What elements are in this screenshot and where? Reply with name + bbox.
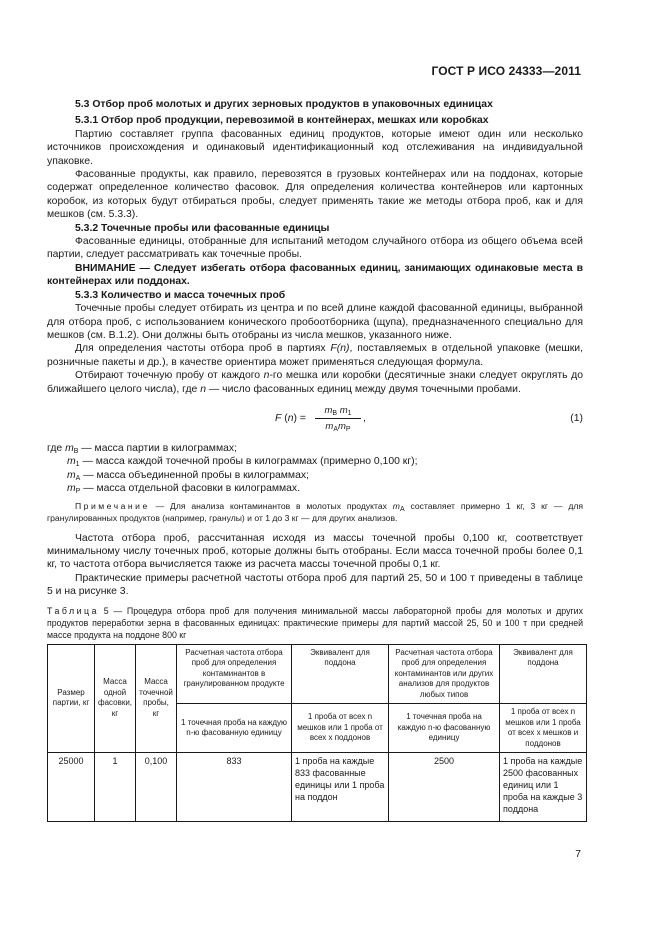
p6-n2: n: [200, 383, 207, 395]
table-caption-text: [47, 605, 583, 641]
legend-item: [47, 469, 583, 482]
table-row: [48, 753, 587, 822]
cell-frequency-2: 2500: [389, 753, 500, 822]
formula-fraction: [315, 404, 361, 434]
p6-part-a: Отбирают точечную пробу от каждого: [75, 370, 264, 382]
legend-where: где: [47, 442, 63, 454]
paragraph-packaged-transport: Фасованные продукты, как правило, перевозятся в грузовых контейнерах или на поддонах, которые содержат определенное количество фасовок. Для определения количества контейнеров или картонных коробок, из которых будут отбираться пробы, следует применять такие же методы отбора проб, как и для мешков (см. 5.3.3).: [47, 169, 583, 221]
note-text: [47, 500, 583, 524]
note-symbol: m: [392, 500, 400, 511]
p5-part-c: , поставляемых в отдельной упаковке (мешки, розничные пакеты и др.), в качестве ориентира может применяться следующая формула.: [47, 343, 583, 368]
paragraph-frequency-minimum: Частота отбора проб, рассчитанная исходя из массы точечной пробы 0,100 кг, соответствует минимальному числу точечных проб, которые должны быть отобраны. Если масса точечной пробы более 0,1 кг, то частота отбора вычисляется также из расчета массы точечной пробы 0,1 кг.: [47, 532, 583, 571]
formula-number: (1): [570, 412, 583, 424]
paragraph-lot-definition: Партию составляет группа фасованных единиц продуктов, которые имеют один или несколько источников происхождения и одинаковый идентификационный код отслеживания на индивидуальной упаковке.: [47, 128, 583, 167]
formula-denominator: $m_Am_P$: [325, 421, 351, 434]
legend-symbol: m: [67, 483, 76, 495]
legend-symbol: m: [67, 456, 76, 468]
subheader-equivalent-2: 1 проба от всех n мешков или 1 проба от всех x мешков и поддонов: [500, 704, 587, 753]
header-frequency-granulated: Расчетная частота отбора проб для определения контаминантов в гранулированном продукте: [177, 644, 292, 704]
header-lot-size: Размер партии, кг: [48, 644, 95, 753]
table-header-row: [48, 644, 587, 704]
paragraph-incremental-samples: Фасованные единицы, отобранные для испытаний методом случайного отбора из общего объема всей партии, следует рассматривать как точечные пробы.: [47, 236, 583, 261]
note-label: Примечание: [75, 500, 150, 511]
subheader-frequency-2: 1 точечная проба на каждую n-ю фасованную единицу: [389, 704, 500, 753]
subheader-equivalent-1: 1 проба от всех n мешков или 1 проба от всех x поддонов: [292, 704, 389, 753]
formula-lhs: F (n) =: [275, 412, 306, 424]
table-5: [47, 644, 587, 823]
legend-symbol: m: [65, 442, 74, 454]
formula-comma: ,: [363, 412, 366, 424]
legend-text: — масса каждой точечной пробы в килограммах (примерно 0,100 кг);: [79, 456, 418, 468]
legend-text: — масса объединенной пробы в килограммах;: [80, 469, 309, 481]
cell-equivalent-2: 1 проба на каждые 2500 фасованных единиц или 1 проба на каждые 3 поддона: [500, 753, 587, 822]
section-5-3-2-title: 5.3.2 Точечные пробы или фасованные единицы: [75, 222, 330, 234]
formula-legend: [47, 442, 583, 496]
note-block: [47, 500, 583, 524]
paragraph-nth-bag: [47, 369, 583, 396]
header-increment-mass: Масса точечной пробы, кг: [136, 644, 177, 753]
header-pallet-equivalent-1: Эквивалент для поддона: [292, 644, 389, 704]
paragraph-frequency-formula-intro: [47, 342, 583, 369]
cell-increment: 0,100: [136, 753, 177, 822]
p6-n1: n: [263, 370, 270, 382]
section-5-3-title: 5.3 Отбор проб молотых и других зерновых продуктов в упаковочных единицах: [75, 99, 493, 110]
cell-pack: 1: [95, 753, 136, 822]
legend-item: [47, 455, 583, 468]
subheader-frequency-1: 1 точечная проба на каждую n-ю фасованную единицу: [177, 704, 292, 753]
p6-part-c: -го мешка или коробки (десятичные знаки следует округлять до ближайшего целого числа), где: [47, 370, 583, 395]
note-part-a: — Для анализа контаминантов в молотых продуктах: [149, 500, 393, 511]
note-part-b: составляет примерно 1 кг, 3 кг — для гранулированных продуктов (например, гранулы) и от 1 до 3 кг — для других анализов.: [47, 500, 583, 523]
legend-subscript: P: [75, 488, 81, 496]
legend-subscript: A: [75, 474, 81, 482]
note-subscript: A: [399, 505, 405, 513]
table-caption: [47, 605, 583, 641]
header-pallet-equivalent-2: Эквивалент для поддона: [500, 644, 587, 704]
formula-1: [47, 404, 583, 436]
legend-text: — масса отдельной фасовки в килограммах.: [80, 483, 301, 495]
legend-item: [47, 442, 583, 455]
page-number: 7: [575, 849, 581, 860]
legend-subscript: B: [73, 447, 79, 455]
table-caption-body: 5 — Процедура отбора проб для получения минимальной массы лабораторной пробы для молотых и других продуктов переработки зерна в фасованных единицах: практические примеры для партий массой 25, 50 и 100 т при средней массе продукта на поддоне 800 кг: [47, 605, 583, 640]
page-content: [47, 98, 583, 822]
header-frequency-any: Расчетная частота отбора проб для определения контаминантов или других анализов для продуктов любых типов: [389, 644, 500, 704]
cell-lot: 25000: [48, 753, 95, 822]
legend-symbol: m: [67, 469, 76, 481]
formula-numerator: $m_B$ $m_1$: [315, 404, 361, 419]
legend-text: — масса партии в килограммах;: [78, 442, 237, 454]
section-5-3-1-title: 5.3.1 Отбор проб продукции, перевозимой в контейнерах, мешках или коробках: [75, 115, 489, 127]
legend-subscript: 1: [75, 461, 80, 469]
p5-fn: F(n): [330, 343, 350, 355]
cell-frequency-1: 833: [177, 753, 292, 822]
p5-part-a: Для определения частоты отбора проб в партиях: [75, 343, 331, 355]
legend-item: [47, 482, 583, 495]
cell-equivalent-1: 1 проба на каждые 833 фасованные единицы или 1 проба на поддон: [292, 753, 389, 822]
warning-text: ВНИМАНИЕ — Следует избегать отбора фасованных единиц, занимающих одинаковые места в контейнерах или поддонах.: [47, 262, 583, 288]
p6-part-e: — число фасованных единиц между двумя точечными пробами.: [206, 383, 521, 395]
section-5-3-3-title: 5.3.3 Количество и масса точечных проб: [75, 289, 286, 301]
paragraph-practical-examples: Практические примеры расчетной частоты отбора проб для партий 25, 50 и 100 т приведены в таблице 5 и на рисунке 3.: [47, 572, 583, 598]
paragraph-sampling-method: Точечные пробы следует отбирать из центра и по всей длине каждой фасованной единицы, выбранной для отбора проб, с использованием конического пробоотборника (щупа), предназначенного специально для мешков (см. В.1.2). Они должны быть отобраны из числа мешков, указанного ниже.: [47, 303, 583, 341]
document-code-header: ГОСТ Р ИСО 24333—2011: [431, 64, 581, 78]
table-caption-label: Таблица: [47, 605, 99, 616]
header-pack-mass: Масса одной фасовки, кг: [95, 644, 136, 753]
